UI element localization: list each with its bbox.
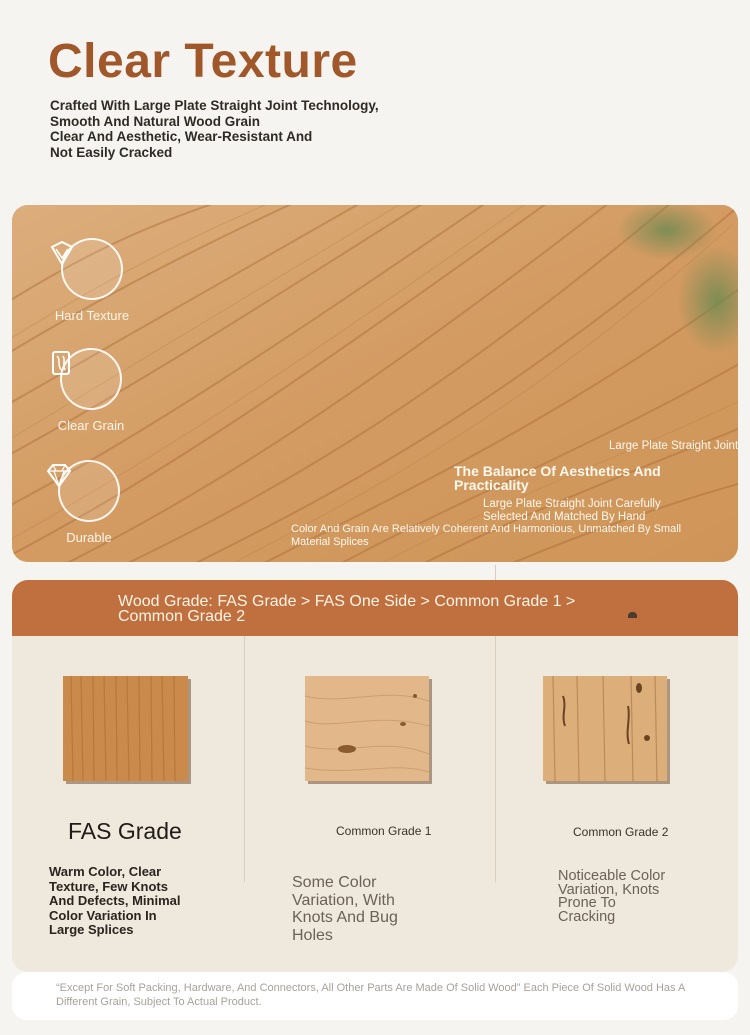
balance-subtitle: Large Plate Straight Joint Carefully Selected And Matched By Hand <box>483 498 661 523</box>
gem-icon <box>58 460 120 522</box>
feature-hard-texture <box>47 238 137 323</box>
feature-label: Hard Texture <box>54 308 130 323</box>
divider <box>495 565 496 580</box>
intro-line: Not Easily Cracked <box>50 144 173 160</box>
divider <box>244 636 245 882</box>
fas-grade-sample <box>63 676 188 781</box>
intro-line: Clear And Aesthetic, Wear-Resistant And <box>50 129 313 144</box>
common-grade-2-description: Noticeable Color Variation, Knots Prone To Cracking <box>558 868 666 925</box>
intro-line: Smooth And Natural Wood Grain <box>50 113 260 129</box>
corner-label: Large Plate Straight Joint <box>609 440 739 452</box>
common-grade-1-title: Common Grade 1 <box>336 824 432 838</box>
wood-grain-icon <box>60 348 122 410</box>
intro-line: Crafted With Large Plate Straight Joint Technology, <box>50 98 379 113</box>
grade-heading: Wood Grade: FAS Grade > FAS One Side > Common Grade 1 > Common Grade 2 <box>118 593 576 625</box>
page-title: Clear Texture <box>48 35 358 88</box>
common-grade-1-description: Some Color Variation, With Knots And Bug Holes <box>292 874 398 944</box>
balance-title: The Balance Of Aesthetics And Practicality <box>454 463 661 493</box>
feature-label: Durable <box>66 530 112 545</box>
feature-label: Clear Grain <box>57 418 125 433</box>
feature-durable <box>44 460 134 545</box>
common-grade-2-sample <box>543 676 667 781</box>
common-grade-2-title: Common Grade 2 <box>573 825 669 839</box>
balance-description: Color And Grain Are Relatively Coherent And Harmonious, Unmatched By Small Material Splices <box>291 523 682 548</box>
divider <box>495 636 496 882</box>
diamond-shield-icon <box>61 238 123 300</box>
intro-text <box>50 98 390 160</box>
fas-grade-title: FAS Grade <box>68 818 182 844</box>
footnote: “Except For Soft Packing, Hardware, And Connectors, All Other Parts Are Made Of Solid Wood” Each Piece Of Solid Wood Has A Different Grain, Subject To Actual Product. <box>56 982 685 1008</box>
decoration-dot <box>628 612 637 618</box>
common-grade-1-sample <box>305 676 429 781</box>
fas-grade-description: Warm Color, Clear Texture, Few Knots And Defects, Minimal Color Variation In Large Splices <box>49 864 181 937</box>
feature-clear-grain <box>46 348 136 433</box>
